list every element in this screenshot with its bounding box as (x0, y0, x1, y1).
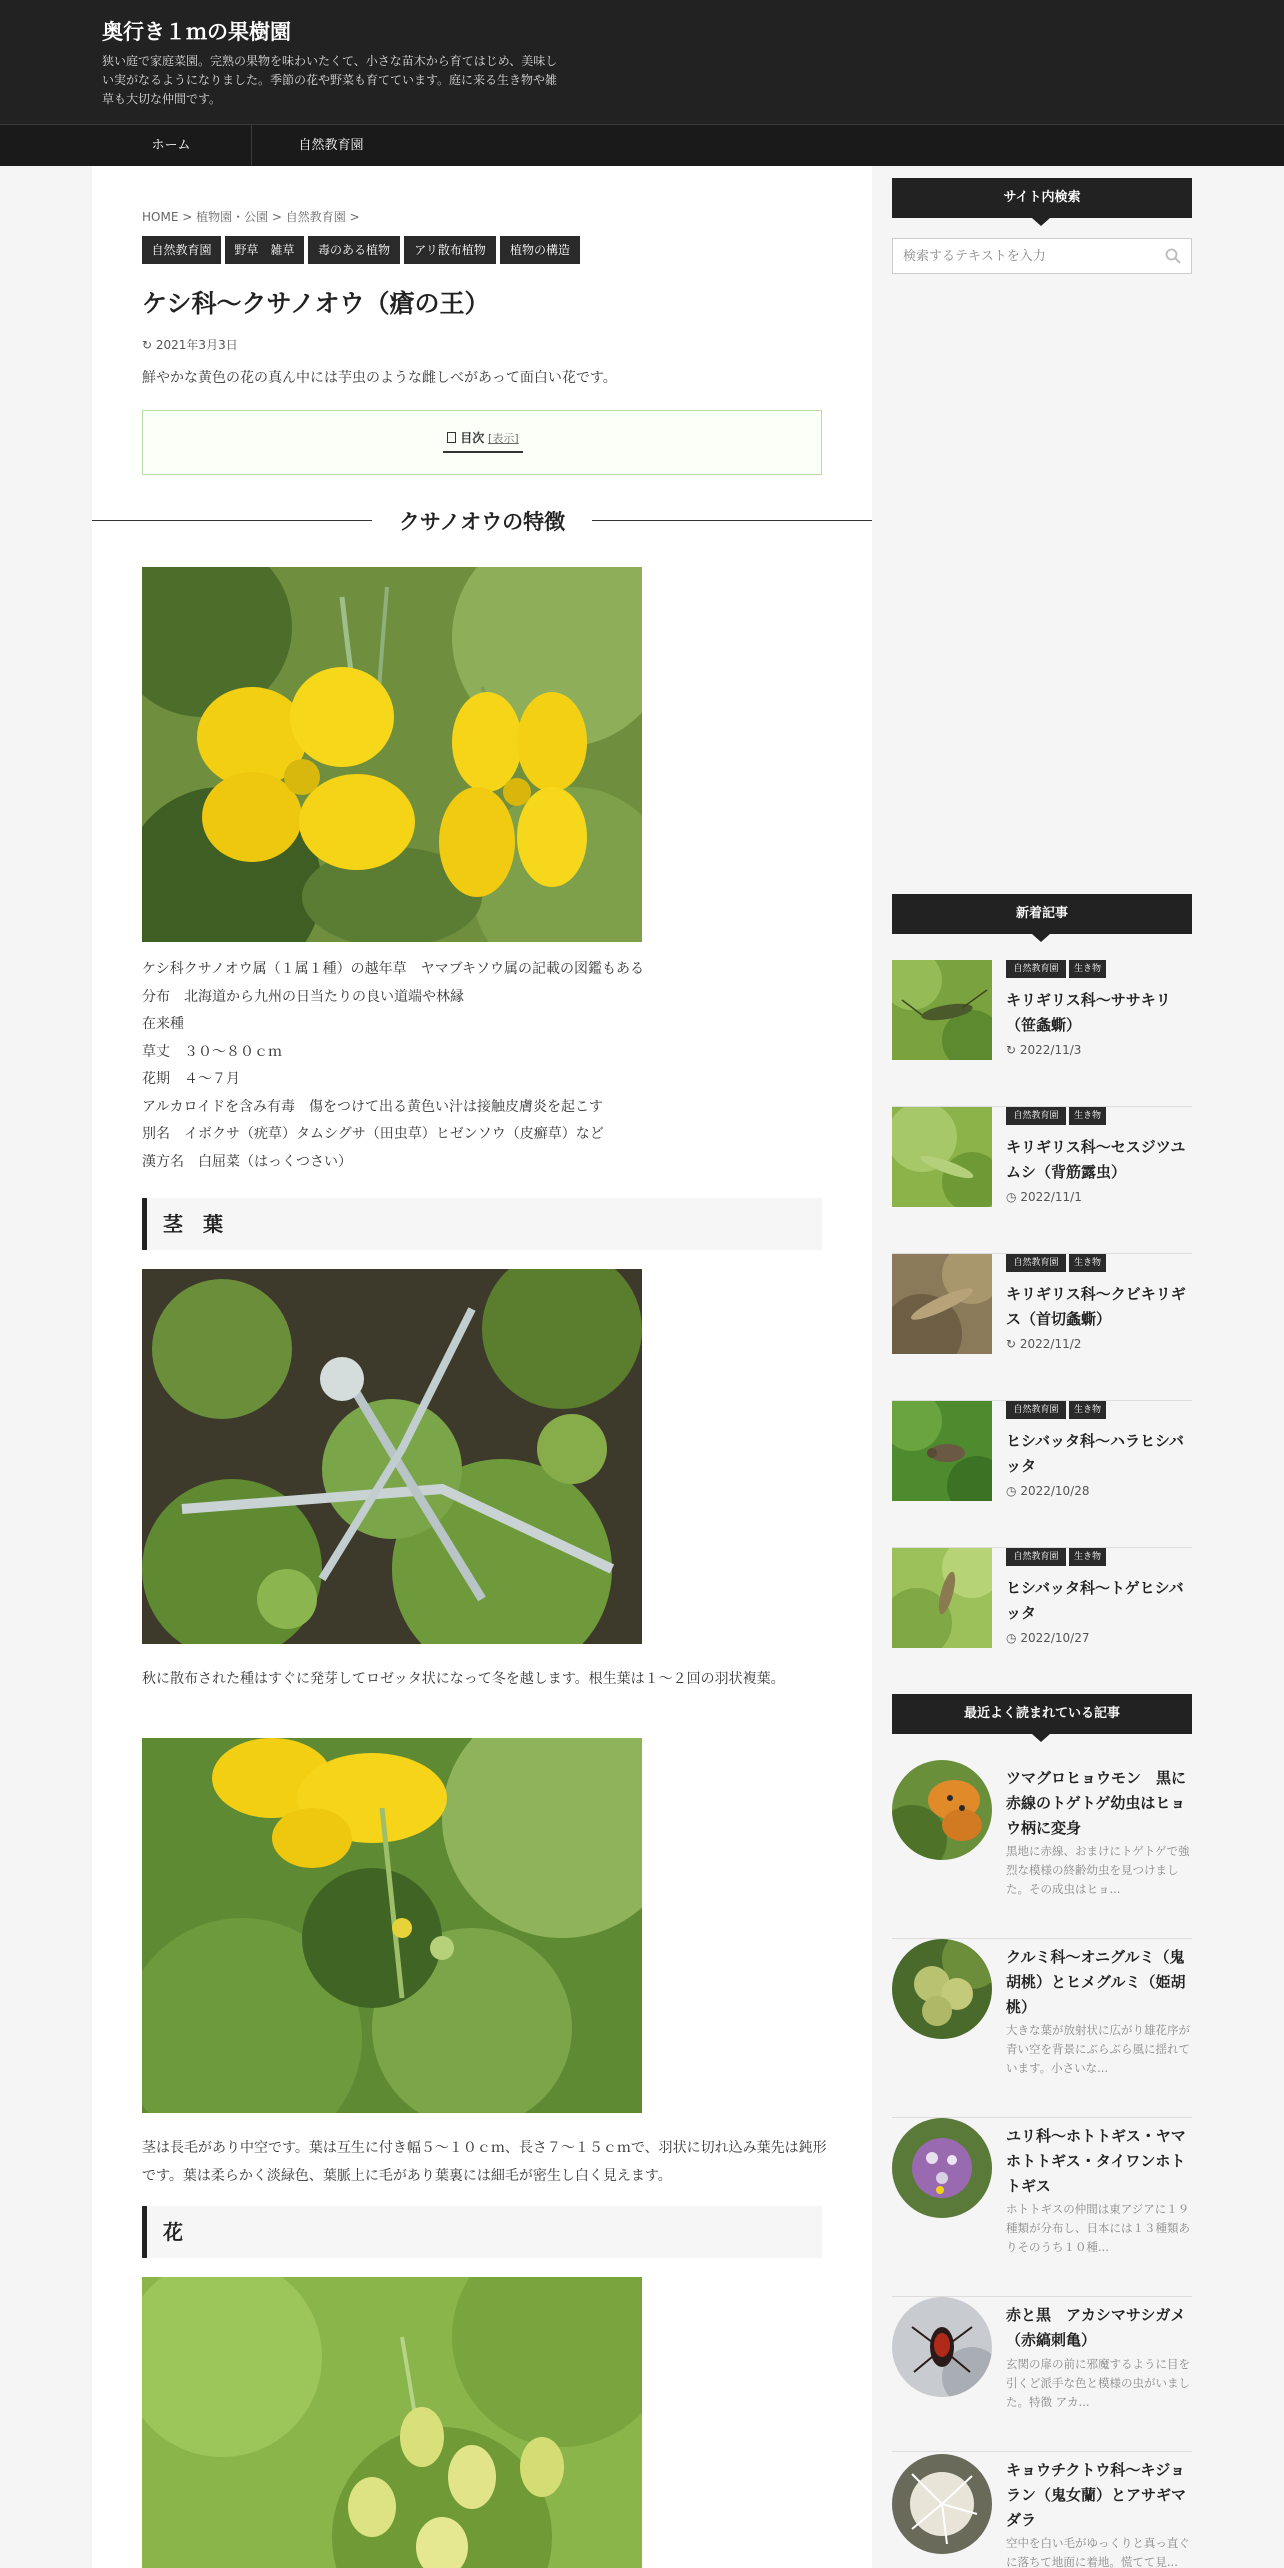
post-date (1006, 1043, 1081, 1057)
post-thumbnail[interactable] (892, 2297, 992, 2397)
popular-post-item[interactable] (892, 2452, 1192, 2568)
new-post-item[interactable] (892, 960, 1192, 1107)
article-date (142, 336, 238, 353)
new-post-item[interactable] (892, 1548, 1192, 1695)
post-date-text: 2022/11/3 (1019, 1043, 1082, 1057)
info-line: 在来種 (142, 1016, 184, 1032)
popular-post-item[interactable] (892, 2118, 1192, 2297)
post-excerpt: 玄関の扉の前に邪魔するように目を引くど派手な色と模様の虫がいました。特徴 アカ... (1006, 2357, 1190, 2409)
info-line: 草丈 ３０～８０ｃｍ (142, 1043, 282, 1060)
walnut-image (892, 1939, 992, 2039)
stem-leaves-image (142, 1738, 642, 2113)
katydid-image (892, 960, 992, 1060)
info-line: 花期 ４～７月 (142, 1071, 240, 1087)
post-date (1006, 1337, 1081, 1351)
refresh-icon: ↻ (1006, 1337, 1017, 1351)
mini-tag[interactable]: 生き物 (1069, 1254, 1106, 1272)
clock-icon: ◷ (1006, 1190, 1017, 1204)
tag-wild-grass[interactable]: 野草 雑草 (225, 236, 304, 264)
toc-header (443, 427, 523, 453)
table-of-contents (142, 410, 822, 475)
flower-buds-image (142, 2277, 642, 2568)
post-thumbnail[interactable] (892, 1760, 992, 1860)
info-line: 別名 イボクサ（疣草）タムシグサ（田虫草）ヒゼンソウ（皮癬草）など (142, 1126, 604, 1142)
post-thumbnail[interactable] (892, 960, 992, 1060)
clock-icon: ◷ (1006, 1631, 1017, 1645)
rosette-paragraph: 秋に散布された種はすぐに発芽してロゼッタ状になって冬を越します。根生葉は１～２回の羽状複葉。 (142, 1671, 785, 1687)
conehead-katydid-image (892, 1254, 992, 1354)
post-title[interactable]: キリギリス科～セスジツユムシ（背筋露虫） (1006, 1138, 1186, 1181)
post-date-text: 2022/11/1 (1020, 1190, 1082, 1204)
bush-katydid-image (892, 1107, 992, 1207)
photo-yellow-flowers (142, 567, 642, 942)
mini-tag[interactable]: 自然教育園 (1006, 1548, 1066, 1566)
info-line: 分布 北海道から九州の日当たりの良い道端や林縁 (142, 988, 464, 1005)
breadcrumb[interactable]: HOME > 植物園・公園 > 自然教育園 > (142, 210, 360, 224)
post-excerpt: 空中を白い毛がゆっくりと真っ直ぐに落ちて地面に着地。慌てて見... (1006, 2536, 1190, 2568)
article-date-text: 2021年3月3日 (155, 338, 238, 352)
rosette-image (142, 1269, 642, 1644)
document-icon (447, 432, 456, 443)
search-heading: サイト内検索 (892, 178, 1192, 218)
tag-nature-park[interactable]: 自然教育園 (142, 236, 221, 264)
post-thumbnail[interactable] (892, 1939, 992, 2039)
site-title[interactable]: 奥行き１ｍの果樹園 (102, 20, 291, 44)
toc-toggle-link[interactable]: [表示] (488, 432, 519, 445)
mini-tag[interactable]: 自然教育園 (1006, 1107, 1066, 1125)
subheading-stem-leaves: 茎 葉 (142, 1198, 822, 1250)
site-description: 狭い庭で家庭菜園。完熟の果物を味わいたくて、小さな苗木から育てはじめ、美味しい実がなるようになりました。季節の花や野菜も育てています。庭に来る生き物や雑草も大切な仲間です。 (102, 54, 558, 106)
post-title[interactable]: クルミ科～オニグルミ（鬼胡桃）とヒメグルミ（姫胡桃） (1006, 1948, 1186, 2016)
search-input[interactable] (893, 239, 1153, 273)
post-thumbnail[interactable] (892, 1254, 992, 1354)
pygmy-grasshopper-image (892, 1401, 992, 1501)
article-lead: 鮮やかな黄色の花の真ん中には芋虫のような雌しべがあって面白い花です。 (142, 370, 617, 386)
post-thumbnail[interactable] (892, 1401, 992, 1501)
post-date (1006, 1631, 1089, 1645)
photo-flower-buds (142, 2277, 642, 2568)
new-post-item[interactable] (892, 1254, 1192, 1401)
main-content (92, 166, 872, 2568)
new-post-item[interactable] (892, 1107, 1192, 1254)
refresh-icon: ↻ (1006, 1043, 1017, 1057)
mini-tag[interactable]: 生き物 (1069, 1401, 1106, 1419)
section-heading-features-text: クサノオウの特徴 (379, 510, 585, 534)
new-post-item[interactable] (892, 1401, 1192, 1548)
post-date (1006, 1484, 1089, 1498)
refresh-icon: ↻ (142, 338, 153, 352)
clock-icon: ◷ (1006, 1484, 1017, 1498)
photo-rosette (142, 1269, 642, 1644)
post-title[interactable]: ヒシバッタ科～トゲヒシバッタ (1006, 1579, 1184, 1622)
toc-label: 目次 (460, 431, 485, 445)
post-thumbnail[interactable] (892, 2454, 992, 2554)
nav-divider (251, 125, 252, 167)
mini-tag[interactable]: 自然教育園 (1006, 1401, 1066, 1419)
popular-post-item[interactable] (892, 1939, 1192, 2118)
seed-fluff-image (892, 2454, 992, 2554)
popular-post-item[interactable] (892, 1760, 1192, 1939)
butterfly-image (892, 1760, 992, 1860)
site-header (0, 0, 1284, 124)
post-title[interactable]: ツマグロヒョウモン 黒に赤線のトゲトゲ幼虫はヒョウ柄に変身 (1006, 1769, 1187, 1837)
nav-item-nature-park[interactable]: 自然教育園 (298, 138, 364, 153)
post-title[interactable]: ヒシバッタ科～ハラヒシバッタ (1006, 1432, 1184, 1475)
search-box (892, 238, 1192, 274)
subheading-flower: 花 (142, 2206, 822, 2258)
post-date-text: 2022/10/27 (1020, 1631, 1090, 1645)
tag-poisonous-plants[interactable]: 毒のある植物 (308, 236, 400, 264)
popular-post-item[interactable] (892, 2297, 1192, 2452)
post-date-text: 2022/10/28 (1020, 1484, 1090, 1498)
toad-lily-image (892, 2118, 992, 2218)
plant-info-block (142, 956, 832, 1176)
tag-plant-structure[interactable]: 植物の構造 (500, 236, 580, 264)
info-line: 漢方名 白屈菜（はっくつさい） (142, 1153, 352, 1170)
mini-tag[interactable]: 生き物 (1069, 960, 1106, 978)
mini-tag[interactable]: 生き物 (1069, 1548, 1106, 1566)
spiny-grasshopper-image (892, 1548, 992, 1648)
section-heading-features (92, 506, 872, 536)
post-date (1006, 1190, 1082, 1204)
global-nav (0, 124, 1284, 166)
info-line: アルカロイドを含み有毒 傷をつけて出る黄色い汁は接触皮膚炎を起こす (142, 1098, 604, 1115)
post-thumbnail[interactable] (892, 1548, 992, 1648)
new-posts-heading: 新着記事 (892, 894, 1192, 934)
mini-tag[interactable]: 自然教育園 (1006, 960, 1066, 978)
post-excerpt: 大きな葉が放射状に広がり雄花序が青い空を背景にぶらぶら風に揺れています。小さいな... (1006, 2023, 1190, 2075)
post-title[interactable]: キリギリス科～ササキリ（笹螽蟖） (1006, 991, 1171, 1034)
photo-stem-leaves (142, 1738, 642, 2113)
info-line: ケシ科クサノオウ属（１属１種）の越年草 ヤマブキソウ属の記載の図鑑もある (142, 961, 645, 977)
article-title: ケシ科～クサノオウ（瘡の王） (142, 289, 490, 318)
post-thumbnail[interactable] (892, 1107, 992, 1207)
post-title[interactable]: キョウチクトウ科～キジョラン（鬼女蘭）とアサギマダラ (1006, 2461, 1187, 2529)
nav-item-home[interactable]: ホーム (151, 138, 191, 153)
search-icon[interactable] (1165, 248, 1181, 264)
post-title[interactable]: キリギリス科～クビキリギス（首切螽蟖） (1006, 1285, 1186, 1328)
tag-ant-dispersal[interactable]: アリ散布植物 (404, 236, 496, 264)
post-date-text: 2022/11/2 (1019, 1337, 1082, 1351)
post-excerpt: ホトトギスの仲間は東アジアに１９種類が分布し、日本には１３種類ありそのうち１０種... (1006, 2202, 1190, 2254)
post-title[interactable]: 赤と黒 アカシマサシガメ（赤縞刺亀） (1006, 2306, 1186, 2349)
stem-paragraph: 茎は長毛があり中空です。葉は互生に付き幅５～１０ｃｍ、長さ７～１５ｃｍで、羽状に切れ込み葉先は鈍形です。葉は柔らかく淡緑色、葉脈上に毛があり葉裏には細毛が密生し白く見えます。 (142, 2140, 827, 2184)
post-title[interactable]: ユリ科～ホトトギス・ヤマホトトギス・タイワンホトトギス (1006, 2127, 1186, 2195)
mini-tag[interactable]: 自然教育園 (1006, 1254, 1066, 1272)
popular-posts-heading: 最近よく読まれている記事 (892, 1694, 1192, 1734)
assassin-bug-image (892, 2297, 992, 2397)
post-excerpt: 黒地に赤線、おまけにトゲトゲで強烈な模様の終齢幼虫を見つけました。その成虫はヒョ... (1006, 1844, 1190, 1896)
mini-tag[interactable]: 生き物 (1069, 1107, 1106, 1125)
celandine-flower-image (142, 567, 642, 942)
post-thumbnail[interactable] (892, 2118, 992, 2218)
